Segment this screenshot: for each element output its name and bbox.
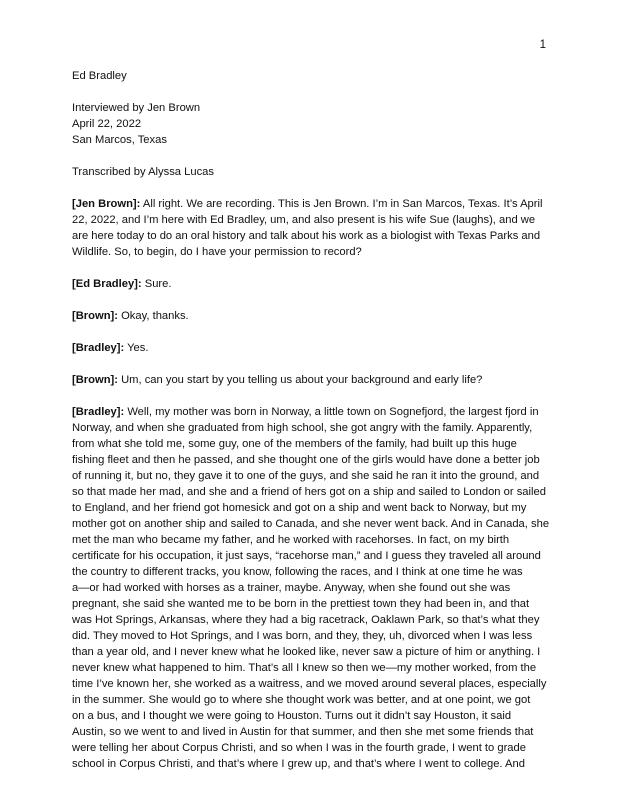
line-text: a—or had worked with horses as a trainer, maybe. Anyway, when she found out she was [72, 582, 511, 594]
line-text: did. They moved to Hot Springs, and I was born, and they, they, uh, divorced when I was less [72, 630, 533, 642]
line-text: Um, can you start by you telling us about your background and early life? [117, 374, 483, 386]
line-text: All right. We are recording. This is Jen Brown. I’m in San Marcos, Texas. It’s April [140, 198, 543, 210]
paragraph-line [72, 372, 550, 388]
paragraph-line [72, 420, 550, 436]
transcript-paragraph [72, 196, 550, 260]
line-text: so that made her mad, and she and a friend of hers got on a ship and sailed to London or sailed [72, 486, 546, 498]
interviewer-line: Interviewed by Jen Brown [72, 102, 201, 114]
line-text: fishing fleet and then he passed, and she thought one of the girls would have done a better job [72, 454, 540, 466]
speaker-label: [Bradley]: [72, 342, 125, 354]
line-text: time I’ve known her, she worked as a waitress, and we moved around several places, especially [72, 678, 547, 690]
paragraph-line [72, 212, 550, 228]
paragraph-line [72, 676, 550, 692]
line-text: was Hot Springs, Arkansas, where they had a big racetrack, Oaklawn Park, so that’s what they [72, 614, 540, 626]
paragraph-line [72, 708, 550, 724]
line-text: Sure. [141, 278, 172, 290]
line-text: of running it, but no, they gave it to one of the guys, and she said he ran it into the ground, and [72, 470, 540, 482]
interview-date: April 22, 2022 [72, 118, 142, 130]
paragraph-line [72, 628, 550, 644]
paragraph-line [72, 500, 550, 516]
line-text: are here today to do an oral history and talk about his work as a biologist with Texas Parks and [72, 230, 541, 242]
paragraph-line [72, 404, 550, 420]
paragraph-line [72, 724, 550, 740]
transcript-paragraph [72, 308, 550, 324]
paragraph-line [72, 452, 550, 468]
line-text: met the man who became my father, and he worked with racehorses. In fact, on my birth [72, 534, 510, 546]
line-text: in the summer. She would go to where she thought work was better, and at one point, we got [72, 694, 531, 706]
paragraph-line [72, 596, 550, 612]
paragraph-line [72, 564, 550, 580]
line-text: certificate for his occupation, it just says, “racehorse man,” and I guess they traveled all around [72, 550, 541, 562]
interview-location: San Marcos, Texas [72, 134, 167, 146]
transcript-content [72, 68, 550, 772]
transcript-turns [72, 196, 550, 772]
transcript-paragraph [72, 340, 550, 356]
line-text: 22, 2022, and I’m here with Ed Bradley, um, and also present is his wife Sue (laughs), and we [72, 214, 536, 226]
line-text: Yes. [124, 342, 149, 354]
paragraph-line [72, 484, 550, 500]
line-text: on a bus, and I thought we were going to Houston. Turns out it didn’t say Houston, it said [72, 710, 512, 722]
paragraph-line [72, 244, 550, 260]
line-text: never knew what happened to him. That’s all I knew so then we—my mother worked, from the [72, 662, 537, 674]
line-text: Norway, and when she graduated from high school, she got angry with the family. Apparently, [72, 422, 533, 434]
paragraph-line [72, 276, 550, 292]
speaker-label: [Bradley]: [72, 406, 125, 418]
transcript-paragraph [72, 276, 550, 292]
paragraph-line [72, 548, 550, 564]
line-text: the country to different tracks, you know, following the races, and I think at one time he was [72, 566, 523, 578]
paragraph-line [72, 644, 550, 660]
paragraph-line [72, 436, 550, 452]
page-number: 1 [539, 39, 546, 51]
paragraph-line [72, 740, 550, 756]
paragraph-line [72, 516, 550, 532]
line-text: were telling her about Corpus Christi, and so when I was in the fourth grade, I went to grade [72, 742, 526, 754]
paragraph-line [72, 532, 550, 548]
transcript-paragraph [72, 404, 550, 772]
transcript-paragraph [72, 372, 550, 388]
line-text: mother got on another ship and sailed to Canada, and she never went back. And in Canada, she [72, 518, 550, 530]
paragraph-line [72, 580, 550, 596]
paragraph-line [72, 340, 550, 356]
line-text: than a year old, and I never knew what he looked like, never saw a picture of him or anything. I [72, 646, 541, 658]
line-text: from what she told me, some guy, one of the members of the family, had built up this huge [72, 438, 517, 450]
paragraph-line [72, 196, 550, 212]
paragraph-line [72, 228, 550, 244]
line-text: Okay, thanks. [117, 310, 189, 322]
line-text: school in Corpus Christi, and that’s where I grew up, and that’s where I went to college. And [72, 758, 525, 770]
speaker-label: [Ed Bradley]: [72, 278, 142, 290]
transcriber-line: Transcribed by Alyssa Lucas [72, 166, 214, 178]
paragraph-line [72, 308, 550, 324]
interviewee-name: Ed Bradley [72, 70, 127, 82]
paragraph-line [72, 756, 550, 772]
paragraph-line [72, 692, 550, 708]
line-text: pregnant, she said she wanted me to be born in the prettiest town they had been in, and that [72, 598, 530, 610]
speaker-label: [Brown]: [72, 310, 118, 322]
line-text: Wildlife. So, to begin, do I have your permission to record? [72, 246, 362, 258]
paragraph-line [72, 468, 550, 484]
line-text: Austin, so we went to and lived in Austin for that summer, and then she met some friends that [72, 726, 534, 738]
paragraph-line [72, 612, 550, 628]
speaker-label: [Jen Brown]: [72, 198, 141, 210]
paragraph-line [72, 660, 550, 676]
line-text: to England, and her friend got homesick and got on a ship and went back to Norway, but my [72, 502, 527, 514]
line-text: Well, my mother was born in Norway, a little town on Sognefjord, the largest fjord in [124, 406, 539, 418]
speaker-label: [Brown]: [72, 374, 118, 386]
